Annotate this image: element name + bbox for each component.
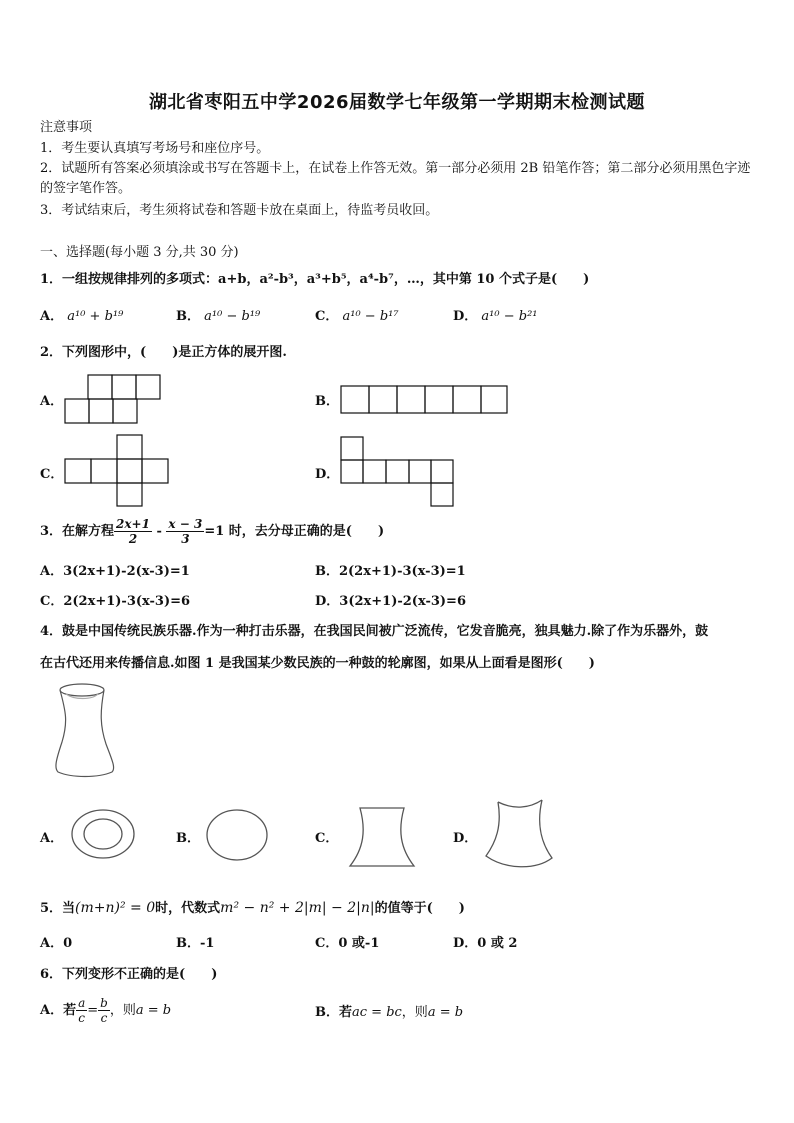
q4-label-d[interactable]: D． — [453, 831, 478, 846]
q2-label-c[interactable]: C． — [40, 467, 64, 482]
q5-option-c[interactable]: C．0 或-1 — [315, 936, 380, 951]
q1-option-b[interactable] — [176, 307, 260, 327]
q2-net-d — [340, 436, 460, 508]
q1-option-d-label: D． — [453, 309, 478, 324]
q1-option-c-label: C． — [315, 309, 339, 324]
q6-a-fraction-2 — [98, 996, 110, 1025]
q6-a-den2: c — [100, 1011, 108, 1025]
q4-figure-b-circle — [205, 808, 271, 862]
notice-item-2: 2．试题所有答案必须填涂或书写在答题卡上，在试卷上作答无效。第一部分必须用 2B 铅笔作答；第二部分必须用黑色字迹的签字笔作答。 — [40, 161, 751, 196]
q2-label-a[interactable]: A． — [40, 394, 64, 409]
q1-stem: 1．一组按规律排列的多项式：a+b，a²-b³，a³+b⁵，a⁴-b⁷，…，其中第 10 个式子是( ) — [40, 272, 590, 287]
q4-figure-c-trapezoid — [346, 804, 418, 870]
q5-stem-mid: 时，代数式 — [155, 901, 221, 916]
q3-stem-post: =1 时，去分母正确的是( ) — [204, 524, 385, 539]
q3-option-d[interactable]: D．3(2x+1)-2(x-3)=6 — [315, 594, 466, 609]
q5-stem-pre: 5．当 — [40, 901, 76, 916]
q6-stem: 6．下列变形不正确的是( ) — [40, 967, 218, 982]
q6-a-num1: a — [78, 996, 86, 1010]
q6-b-then: ，则 — [401, 1005, 428, 1020]
q2-label-d[interactable]: D． — [315, 467, 340, 482]
q1-option-d[interactable] — [453, 307, 538, 327]
q4-label-b[interactable]: B． — [176, 831, 200, 846]
q2-net-b — [340, 385, 510, 415]
q6-a-num2: b — [100, 996, 108, 1010]
q6-a-den1: c — [78, 1011, 86, 1025]
q2-net-c — [64, 434, 174, 508]
q4-label-a[interactable]: A． — [40, 831, 64, 846]
q6-option-a[interactable] — [40, 996, 171, 1025]
q6-option-b[interactable] — [315, 1003, 463, 1023]
q4-figure-d-drum — [484, 796, 556, 870]
q6-a-equals: = — [87, 1003, 99, 1018]
q2-net-a — [64, 374, 164, 424]
q1-option-c-text: a¹⁰ − b¹⁷ — [342, 309, 399, 324]
q5-expression: m² − n² + 2|m| − 2|n| — [220, 900, 375, 916]
drum-figure — [52, 682, 122, 778]
q4-label-c[interactable]: C． — [315, 831, 339, 846]
q6-a-result: a = b — [135, 1003, 172, 1018]
notice-item-3: 3．考试结束后，考生须将试卷和答题卡放在桌面上，待监考员收回。 — [40, 203, 439, 218]
q6-b-condition: ac = bc — [352, 1005, 402, 1020]
q3-option-b[interactable]: B．2(2x+1)-3(x-3)=1 — [315, 564, 466, 579]
q3-option-c[interactable]: C．2(2x+1)-3(x-3)=6 — [40, 594, 191, 609]
q3-stem-pre: 3．在解方程 — [40, 524, 115, 539]
q3-fraction-2 — [166, 517, 204, 546]
q6-option-b-label: B．若 — [315, 1005, 352, 1020]
q6-a-then: ，则 — [109, 1003, 136, 1018]
q3-frac1-num: 2x+1 — [116, 517, 150, 531]
q6-a-fraction-1 — [76, 996, 87, 1025]
notice-item-1: 1．考生要认真填写考场号和座位序号。 — [40, 141, 270, 156]
q5-condition: (m+n)² = 0 — [75, 900, 156, 916]
q3-frac1-den: 2 — [128, 532, 138, 546]
q1-option-d-text: a¹⁰ − b²¹ — [481, 309, 538, 324]
section-heading: 一、选择题(每小题 3 分,共 30 分) — [40, 245, 239, 260]
q5-stem-post: 的值等于( ) — [374, 901, 465, 916]
q1-option-a-text: a¹⁰ + b¹⁹ — [67, 309, 124, 324]
q3-fraction-1 — [114, 517, 152, 546]
q1-option-a[interactable] — [40, 307, 123, 327]
q1-option-b-text: a¹⁰ − b¹⁹ — [204, 309, 261, 324]
q5-option-d[interactable]: D．0 或 2 — [453, 936, 518, 951]
q5-option-b[interactable]: B．-1 — [176, 936, 215, 951]
q2-label-b[interactable]: B． — [315, 394, 339, 409]
q3-frac2-num: x − 3 — [168, 517, 203, 531]
q1-option-b-label: B． — [176, 309, 200, 324]
q4-line-1: 4．鼓是中国传统民族乐器.作为一种打击乐器，在我国民间被广泛流传，它发音脆亮，独具魅力.除了作为乐器外，鼓 — [40, 624, 709, 639]
q6-b-result: a = b — [427, 1005, 464, 1020]
q3-option-a[interactable]: A．3(2x+1)-2(x-3)=1 — [40, 564, 190, 579]
q5-option-a[interactable]: A．0 — [40, 936, 73, 951]
q5-stem — [40, 898, 465, 919]
page-title: 湖北省枣阳五中学2026届数学七年级第一学期期末检测试题 — [148, 92, 646, 113]
q3-frac2-den: 3 — [181, 532, 190, 546]
q1-option-c[interactable] — [315, 307, 399, 327]
q4-figure-a-rings — [70, 808, 136, 860]
q2-stem: 2．下列图形中，( )是正方体的展开图. — [40, 345, 287, 360]
q3-stem: 3．在解方程 $\frac{2x+1}{2}$ - $\frac{x - 3}{3}$ =1 时，去分母正确的是( ) — [40, 517, 385, 546]
q6-option-a-label: A．若 — [40, 1003, 77, 1018]
q1-option-a-label: A． — [40, 309, 64, 324]
q4-line-2: 在古代还用来传播信息.如图 1 是我国某少数民族的一种鼓的轮廓图，如果从上面看是图形( ) — [40, 656, 595, 671]
notice-heading: 注意事项 — [40, 120, 93, 135]
